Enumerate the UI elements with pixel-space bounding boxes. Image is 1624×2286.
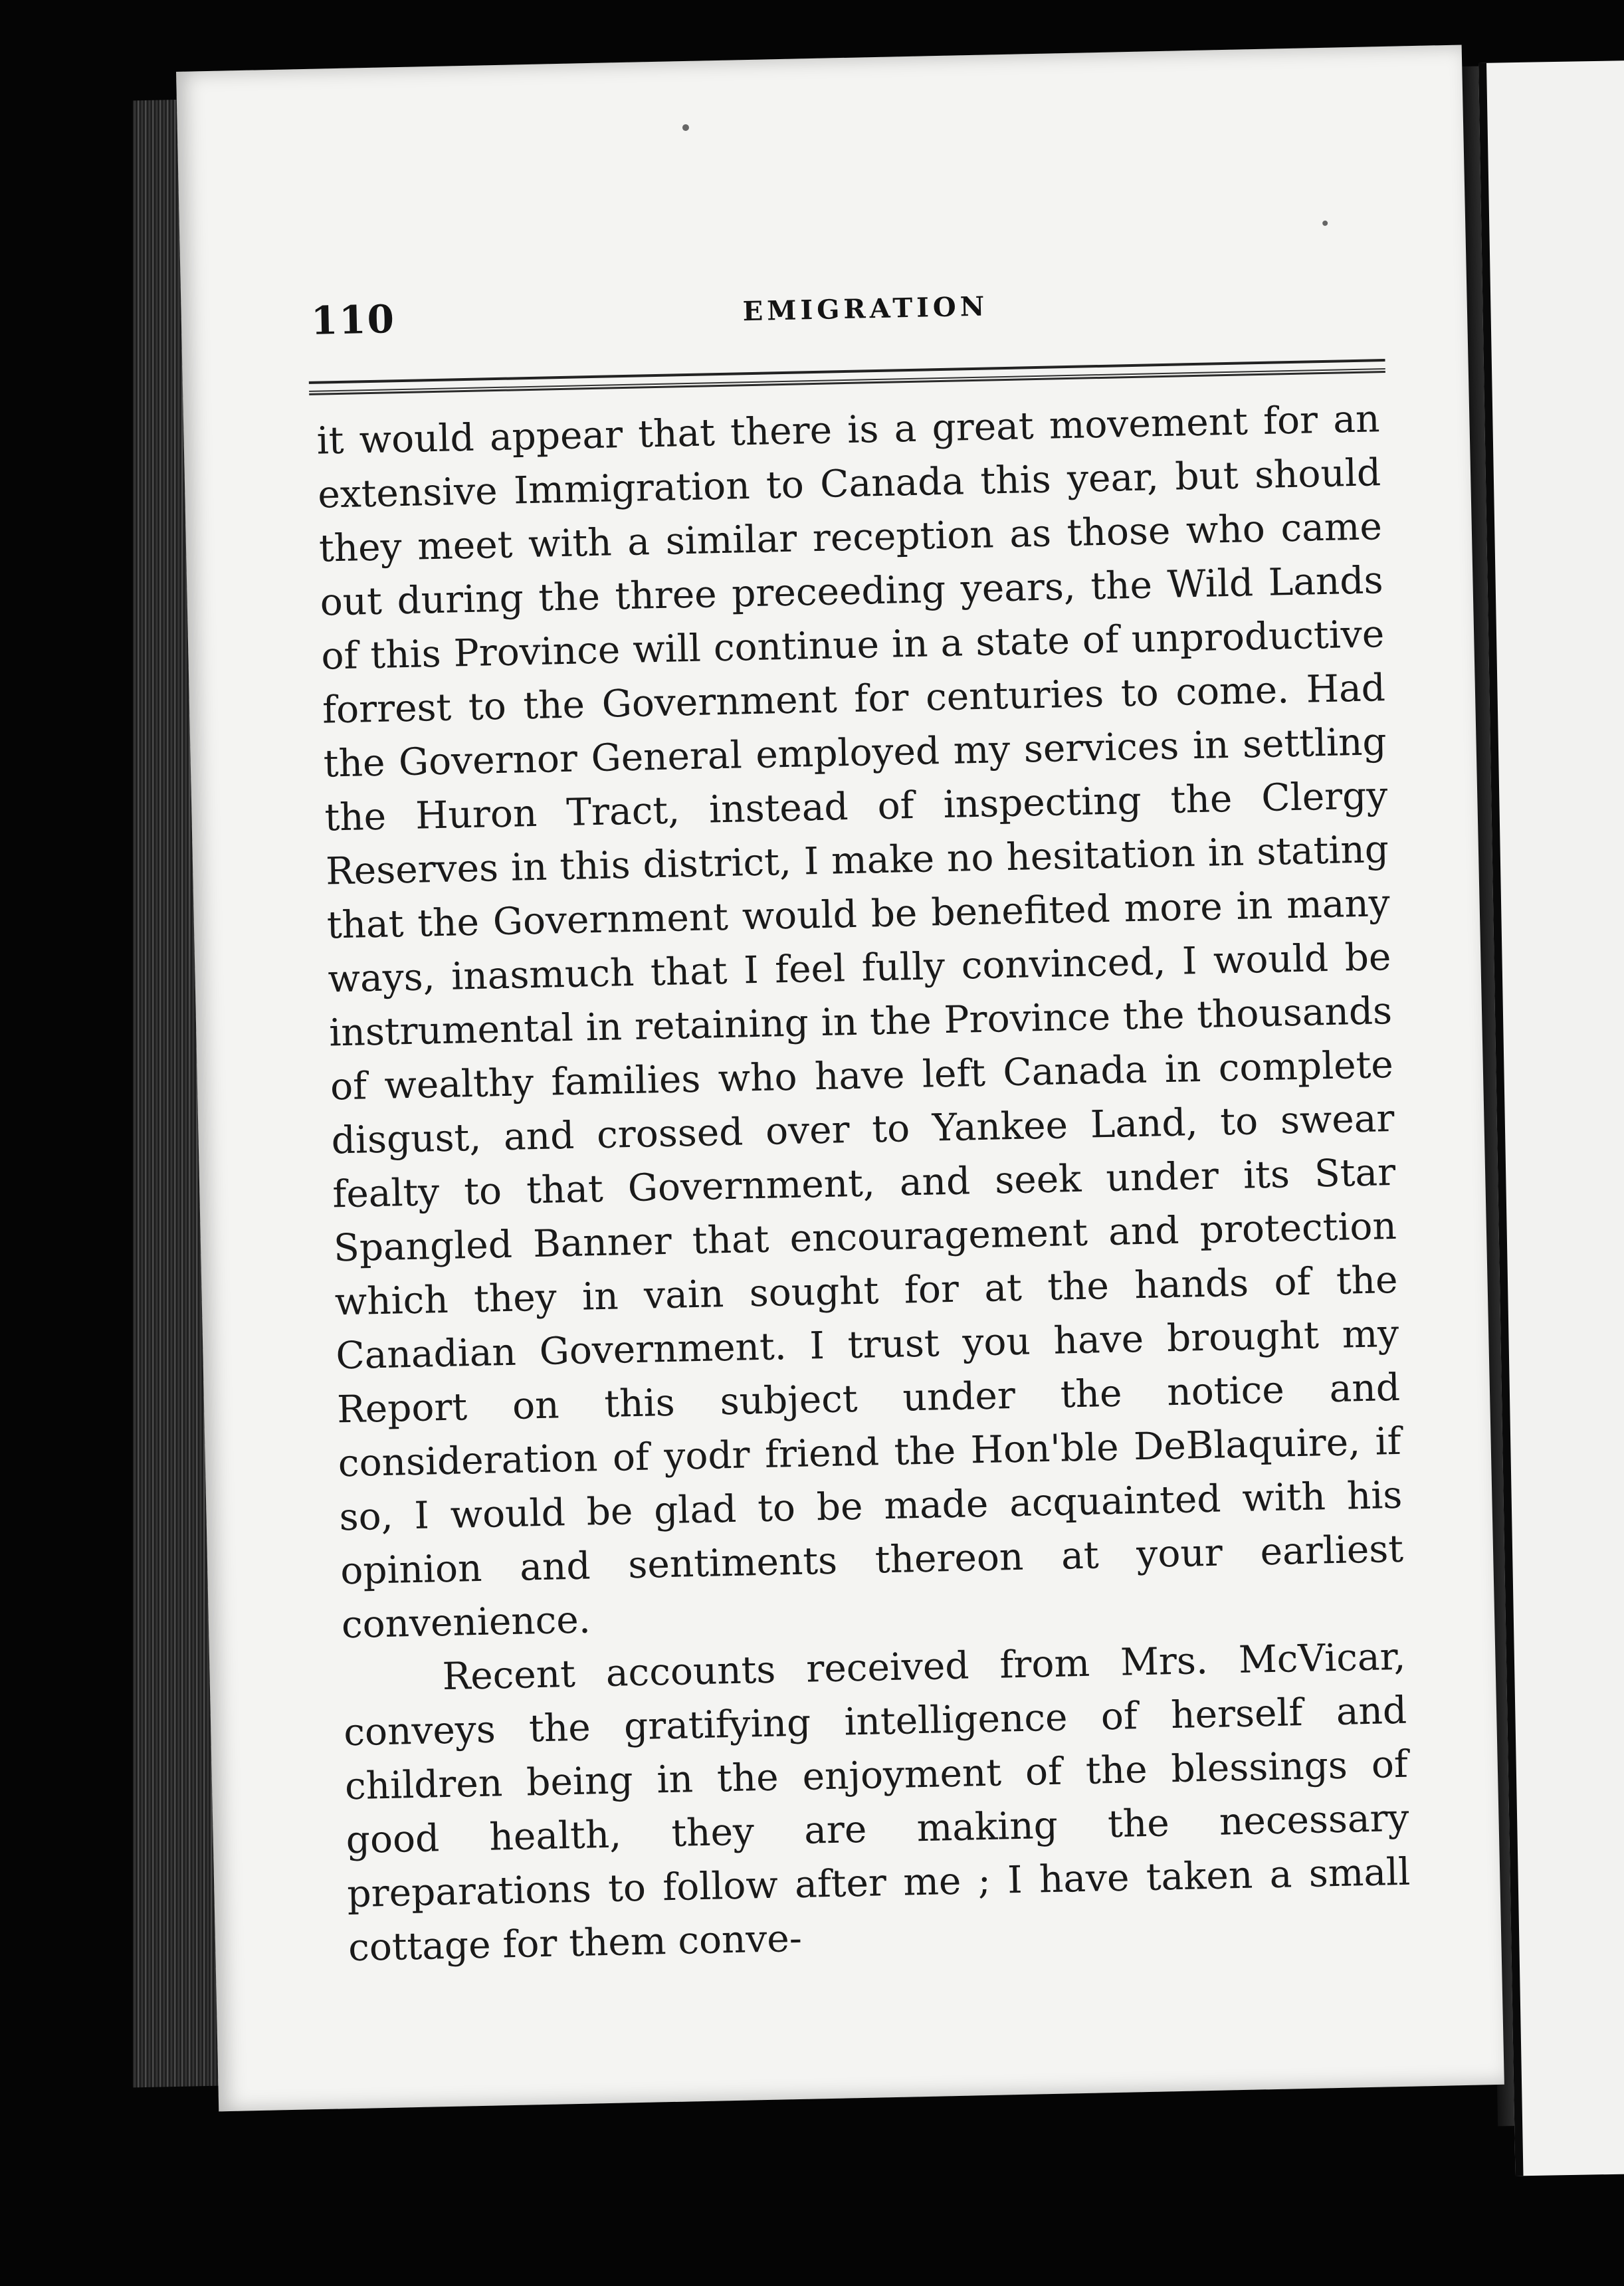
book-page (176, 45, 1504, 2111)
paragraph: Recent accounts received from Mrs. McVicar, conveys the gratifying intelligence of herself and children being in the enjoyment of the blessings of good health, they are making the necessary preparations to follow after me ; I have taken a small cottage for them conve- (343, 1635, 1411, 1970)
paper-speck (1322, 221, 1328, 226)
paragraph: it would appear that there is a great movement for an extensive Immigration to Canada this year, but should they meet with a similar reception as those who came out during the three preceeding years, the Wild Lands of this Province will continue in a state of unproductive forrest to the Government for centuries to come. Had the Governor General employed my services in settling the Huron Tract, instead of inspecting the Clergy Reserves in this district, I make no hesitation in stating that the Government would be benefited more in many ways, inasmuch that I feel fully convinced, I would be instrumental in retaining in the Province the thousands of wealthy families who have left Canada in complete disgust, and crossed over to Yankee Land, to swear fealty to that Government, and seek under its Star Spangled Banner that encouragement and protection which they in vain sought for at the hands of the Canadian Government. I trust you have brought my Report on this subject under the notice and consideration of yodr friend the Hon'ble DeBlaquire, if so, I would be glad to be made acquainted with his opinion and sentiments thereon at your earliest convenience. (316, 397, 1404, 1647)
paper-speck (682, 124, 689, 131)
running-head: EMIGRATION (742, 290, 989, 328)
page-number: 110 (310, 296, 396, 344)
page-header (310, 276, 1374, 351)
body-text (316, 392, 1412, 1975)
